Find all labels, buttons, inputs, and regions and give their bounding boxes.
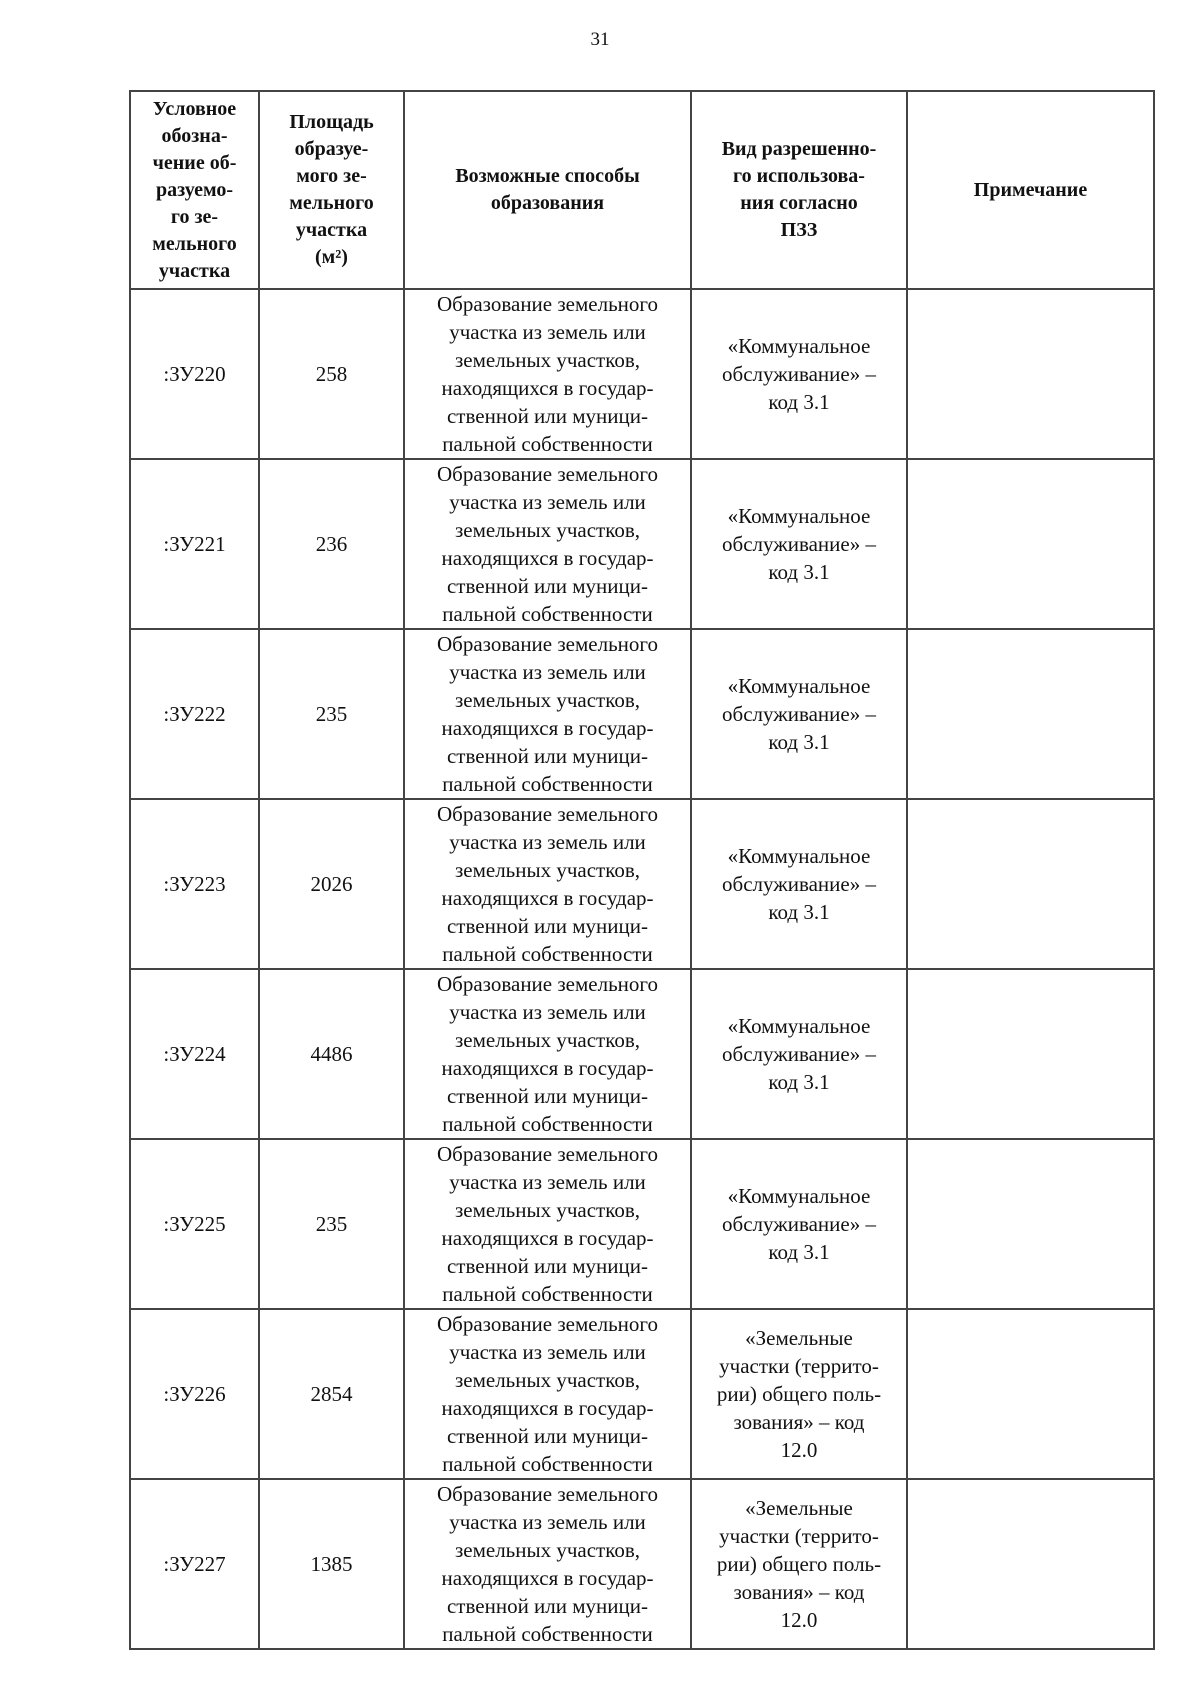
cell-area: 236 bbox=[259, 459, 404, 629]
cell-designation: :ЗУ227 bbox=[130, 1479, 259, 1649]
cell-area: 2026 bbox=[259, 799, 404, 969]
cell-formation-method: Образование земельного участка из земель или земельных участков, находящихся в государ- ственной или муници- пальной собственности bbox=[404, 1479, 691, 1649]
header-permitted-use: Вид разрешенно- го использова- ния согласно ПЗЗ bbox=[691, 91, 907, 289]
header-designation: Условное обозна- чение об- разуемо- го зе- мельного участка bbox=[130, 91, 259, 289]
cell-area: 1385 bbox=[259, 1479, 404, 1649]
table-row bbox=[130, 289, 1154, 459]
table-row bbox=[130, 969, 1154, 1139]
cell-permitted-use: «Коммунальное обслуживание» – код 3.1 bbox=[691, 1139, 907, 1309]
cell-permitted-use: «Коммунальное обслуживание» – код 3.1 bbox=[691, 459, 907, 629]
land-plots-table bbox=[129, 90, 1155, 1650]
cell-note bbox=[907, 459, 1154, 629]
table-row bbox=[130, 629, 1154, 799]
cell-formation-method: Образование земельного участка из земель или земельных участков, находящихся в государ- ственной или муници- пальной собственности bbox=[404, 289, 691, 459]
table-header-row bbox=[130, 91, 1154, 289]
cell-permitted-use: «Земельные участки (террито- рии) общего поль- зования» – код 12.0 bbox=[691, 1479, 907, 1649]
cell-designation: :ЗУ224 bbox=[130, 969, 259, 1139]
cell-permitted-use: «Коммунальное обслуживание» – код 3.1 bbox=[691, 289, 907, 459]
cell-permitted-use: «Коммунальное обслуживание» – код 3.1 bbox=[691, 969, 907, 1139]
cell-note bbox=[907, 1309, 1154, 1479]
cell-note bbox=[907, 289, 1154, 459]
cell-designation: :ЗУ222 bbox=[130, 629, 259, 799]
cell-permitted-use: «Коммунальное обслуживание» – код 3.1 bbox=[691, 629, 907, 799]
cell-area: 235 bbox=[259, 629, 404, 799]
cell-note bbox=[907, 629, 1154, 799]
cell-formation-method: Образование земельного участка из земель или земельных участков, находящихся в государ- ственной или муници- пальной собственности bbox=[404, 969, 691, 1139]
table-row bbox=[130, 1479, 1154, 1649]
table-row bbox=[130, 459, 1154, 629]
cell-area: 2854 bbox=[259, 1309, 404, 1479]
cell-note bbox=[907, 799, 1154, 969]
cell-formation-method: Образование земельного участка из земель или земельных участков, находящихся в государ- ственной или муници- пальной собственности bbox=[404, 1139, 691, 1309]
cell-designation: :ЗУ220 bbox=[130, 289, 259, 459]
cell-area: 4486 bbox=[259, 969, 404, 1139]
table-row bbox=[130, 1139, 1154, 1309]
cell-permitted-use: «Земельные участки (террито- рии) общего поль- зования» – код 12.0 bbox=[691, 1309, 907, 1479]
header-area: Площадь образуе- мого зе- мельного участка (м²) bbox=[259, 91, 404, 289]
cell-formation-method: Образование земельного участка из земель или земельных участков, находящихся в государ- ственной или муници- пальной собственности bbox=[404, 799, 691, 969]
cell-formation-method: Образование земельного участка из земель или земельных участков, находящихся в государ- ственной или муници- пальной собственности bbox=[404, 1309, 691, 1479]
cell-designation: :ЗУ223 bbox=[130, 799, 259, 969]
cell-designation: :ЗУ221 bbox=[130, 459, 259, 629]
cell-designation: :ЗУ225 bbox=[130, 1139, 259, 1309]
cell-designation: :ЗУ226 bbox=[130, 1309, 259, 1479]
header-formation-method: Возможные способы образования bbox=[404, 91, 691, 289]
table-row bbox=[130, 799, 1154, 969]
cell-note bbox=[907, 1139, 1154, 1309]
cell-area: 235 bbox=[259, 1139, 404, 1309]
cell-formation-method: Образование земельного участка из земель или земельных участков, находящихся в государ- ственной или муници- пальной собственности bbox=[404, 629, 691, 799]
cell-formation-method: Образование земельного участка из земель или земельных участков, находящихся в государ- ственной или муници- пальной собственности bbox=[404, 459, 691, 629]
cell-note bbox=[907, 969, 1154, 1139]
page-number: 31 bbox=[590, 29, 610, 50]
cell-permitted-use: «Коммунальное обслуживание» – код 3.1 bbox=[691, 799, 907, 969]
cell-area: 258 bbox=[259, 289, 404, 459]
cell-note bbox=[907, 1479, 1154, 1649]
header-note: Примечание bbox=[907, 91, 1154, 289]
table-row bbox=[130, 1309, 1154, 1479]
